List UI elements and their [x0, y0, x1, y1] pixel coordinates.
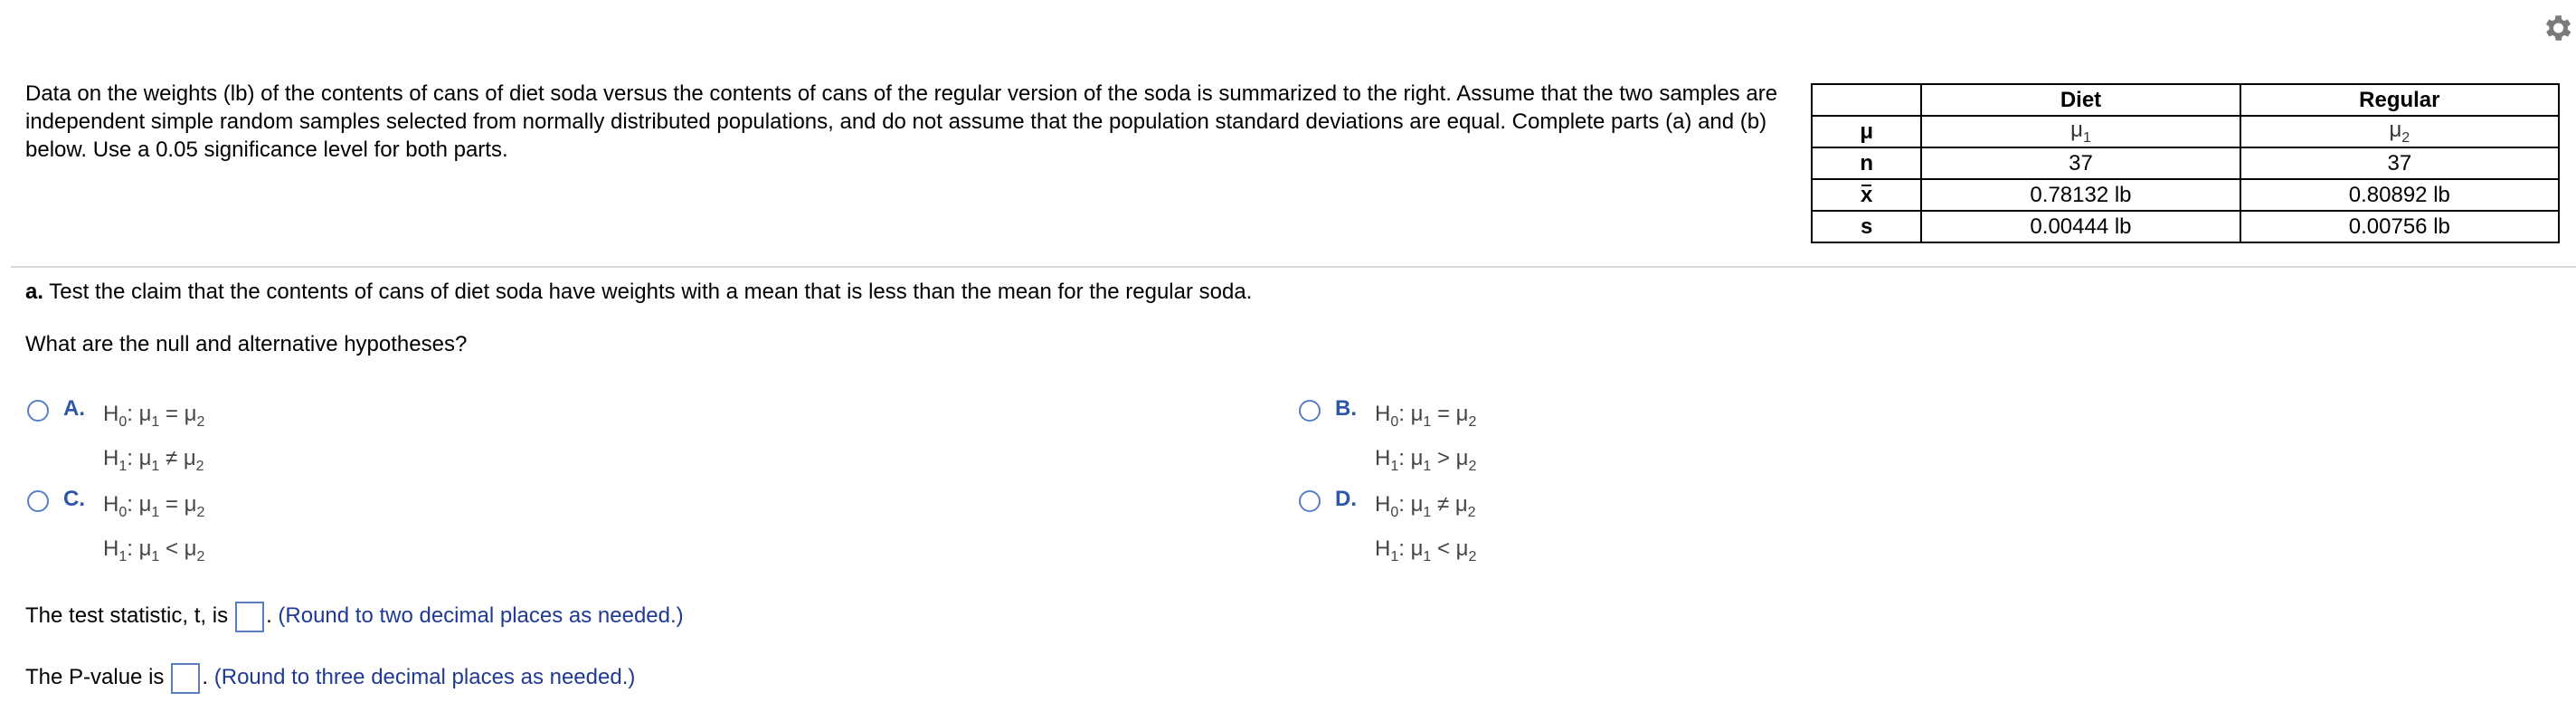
option-a-letter: A.	[63, 396, 85, 421]
option-c-letter: C.	[63, 487, 85, 511]
cell-diet-s: 0.00444 lb	[1921, 211, 2240, 242]
row-label-n: n	[1812, 147, 1921, 179]
cell-regular-n: 37	[2240, 147, 2559, 179]
test-statistic-input[interactable]	[235, 602, 264, 632]
option-b-letter: B.	[1335, 396, 1357, 421]
test-statistic-line: The test statistic, t, is . (Round to two decimal places as needed.)	[25, 601, 684, 632]
radio-option-c[interactable]	[27, 490, 49, 512]
part-a-statement: a. Test the claim that the contents of cans of diet soda have weights with a mean that is less than the mean for the regular soda.	[25, 280, 1253, 304]
table-corner-cell	[1812, 84, 1921, 116]
option-d-hypotheses: $H_0$: $\mu_1 \ne \mu_2$ $H_1$: $\mu_1 < \mu_2$	[1375, 492, 1477, 564]
radio-option-d[interactable]	[1299, 490, 1321, 512]
column-header-diet: Diet	[1921, 84, 2240, 116]
table-row	[1812, 179, 2559, 211]
row-label-mu: μ	[1812, 116, 1921, 147]
p-value-input[interactable]	[171, 663, 200, 694]
cell-regular-xbar: 0.80892 lb	[2240, 179, 2559, 211]
column-header-regular: Regular	[2240, 84, 2559, 116]
summary-table	[1811, 83, 2560, 243]
p-value-line: The P-value is . (Round to three decimal places as needed.)	[25, 662, 635, 694]
radio-option-a[interactable]	[27, 400, 49, 422]
row-label-s: s	[1812, 211, 1921, 242]
cell-regular-s: 0.00756 lb	[2240, 211, 2559, 242]
table-row	[1812, 116, 2559, 147]
option-b-hypotheses: $H_0$: $\mu_1 = \mu_2$ $H_1$: $\mu_1 > \mu_2$	[1375, 402, 1477, 474]
radio-option-b[interactable]	[1299, 400, 1321, 422]
table-header-row	[1812, 84, 2559, 116]
cell-diet-n: 37	[1921, 147, 2240, 179]
table-row	[1812, 211, 2559, 242]
gear-icon[interactable]	[2540, 11, 2574, 45]
option-c-hypotheses: $H_0$: $\mu_1 = \mu_2$ $H_1$: $\mu_1 < \mu_2$	[103, 492, 205, 564]
p-value-hint: (Round to three decimal places as needed.)	[213, 665, 636, 689]
option-d-letter: D.	[1335, 487, 1357, 511]
hypotheses-question: What are the null and alternative hypotheses?	[25, 332, 468, 356]
row-label-xbar: x	[1812, 179, 1921, 211]
test-statistic-hint: (Round to two decimal places as needed.)	[278, 603, 684, 628]
table-row	[1812, 147, 2559, 179]
cell-regular-mu: $\mu_2$	[2240, 116, 2559, 147]
section-divider	[11, 266, 2576, 268]
cell-diet-xbar: 0.78132 lb	[1921, 179, 2240, 211]
option-a-hypotheses: $H_0$: $\mu_1 = \mu_2$ $H_1$: $\mu_1 \ne \mu_2$	[103, 402, 205, 474]
problem-intro: Data on the weights (lb) of the contents of cans of diet soda versus the contents of cans of the regular version of the soda is summarized to the right. Assume that the two samples are independent simple random samples selected from normally distributed populations, and do not assume that the population standard deviations are equal. Complete parts (a) and (b) below. Use a 0.05 significance level for both parts.	[25, 81, 1778, 162]
cell-diet-mu: $\mu_1$	[1921, 116, 2240, 147]
